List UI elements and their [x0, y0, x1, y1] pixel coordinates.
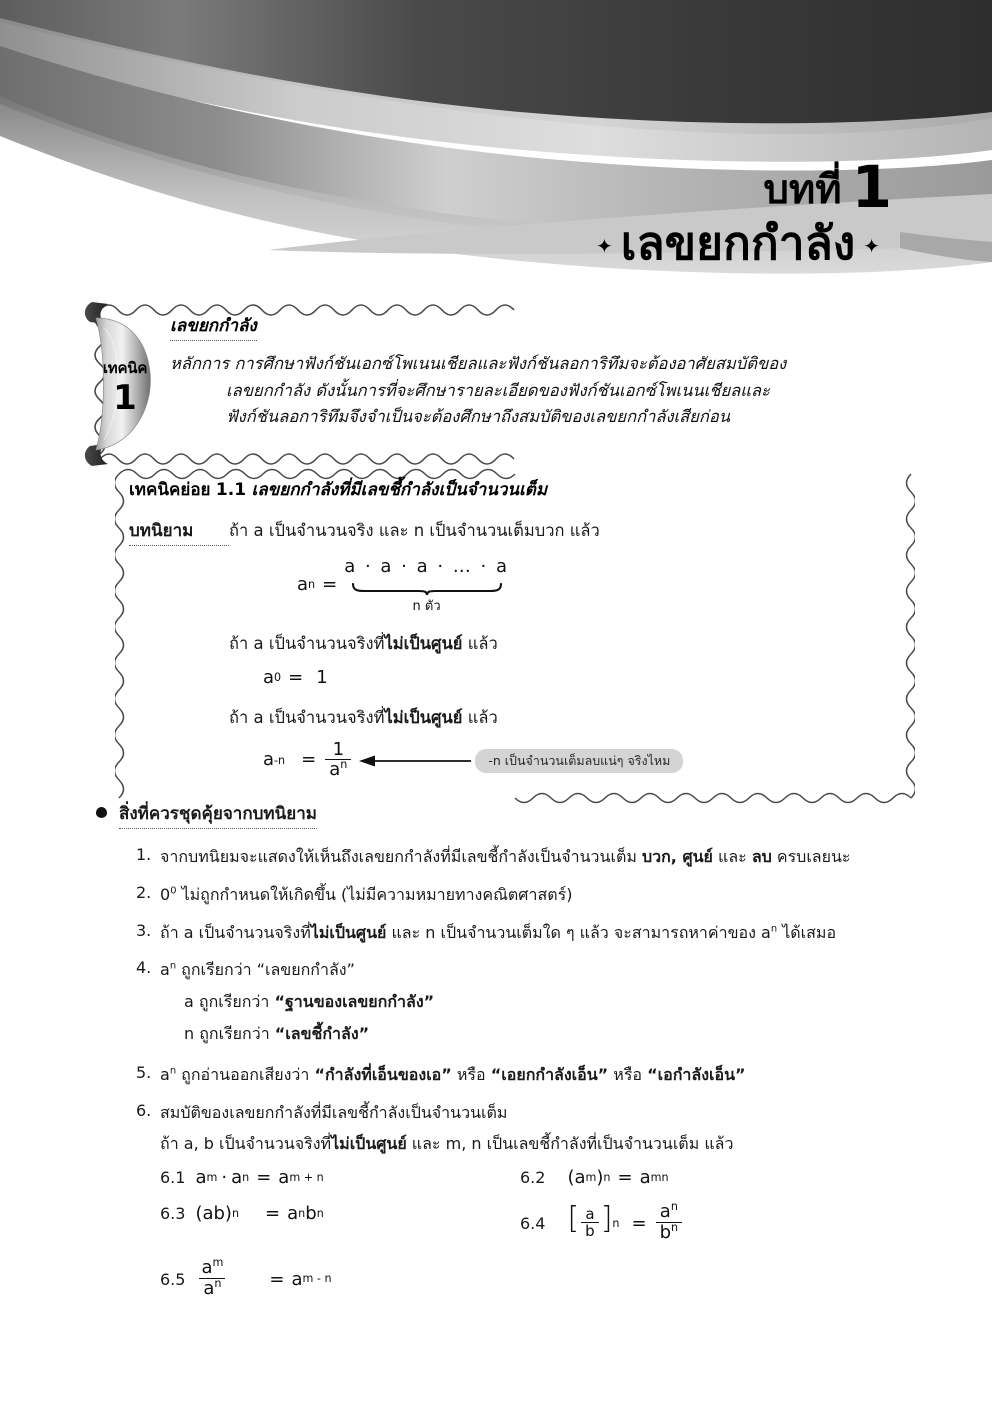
underbrace-icon: [351, 583, 503, 596]
f64-den-b: b: [581, 1222, 599, 1240]
case3-equals: =: [301, 749, 317, 771]
formula-expression: (ab) n = a n b n: [195, 1203, 324, 1225]
note3-math-base: a: [761, 922, 771, 942]
definition-case2-condition: [229, 630, 683, 658]
case3-fraction: [325, 738, 351, 782]
definition-bottom-wave: [515, 794, 911, 803]
f62-close-paren: ): [596, 1167, 604, 1189]
f65-num-m: m: [212, 1255, 224, 1269]
list-item: [96, 921, 976, 946]
f61-equals: =: [256, 1167, 272, 1189]
note4-line2-pre: a ถูกเรียกว่า: [184, 992, 275, 1012]
definition-case1-condition: ถ้า a เป็นจำนวนจริง และ n เป็นจำนวนเต็มบวก แล้ว: [229, 521, 600, 540]
chapter-number: 1: [851, 153, 892, 221]
formula-tag: 6.5: [160, 1269, 186, 1289]
note4-line1: [160, 960, 355, 979]
case3-cond-pre: ถ้า a เป็นจำนวนจริงที่: [229, 708, 385, 728]
formula-tag: 6.1: [160, 1168, 186, 1188]
technique-paragraph-line-3: ฟังก์ชันลอการิทึมจึงจำเป็นจะต้องศึกษาถึงสมบัติของเลขยกกำลังเสียก่อน: [226, 407, 731, 427]
formula-expression: [ $\frac{a}{b}$ ] n = $\frac{a^n}{b^n}$: [567, 1203, 684, 1244]
f64-result-fraction: [656, 1200, 683, 1244]
technique-paragraph: [170, 351, 910, 431]
f63-ab: (ab): [195, 1203, 232, 1225]
note-text: สมบัติของเลขยกกำลังที่มีเลขชี้กำลังเป็นจำนวนเต็ม: [160, 1102, 508, 1122]
formula-6-1: [160, 1167, 520, 1188]
note2-base: 0: [160, 884, 171, 904]
f64-result-den: [656, 1222, 683, 1244]
definition-sub-number: 1.1: [215, 480, 247, 500]
formula-expression: $\frac{a^m}{a^n}$ = a m - n: [195, 1259, 331, 1300]
note4-exponent: n: [169, 961, 177, 973]
f63-b: b: [305, 1203, 317, 1225]
note5-base: a: [160, 1064, 170, 1084]
f61-a3: a: [278, 1167, 290, 1189]
definition-body: [229, 517, 683, 781]
formula-6-2: [520, 1167, 669, 1188]
note-text: [160, 845, 851, 870]
diamond-right-icon: ✦: [863, 234, 880, 258]
note6-sub-bold: ไม่เป็นศูนย์: [331, 1134, 407, 1154]
case3-base: a: [263, 749, 275, 771]
note3-post: ได้เสมอ: [777, 922, 837, 942]
note5-bold-1: “กำลังที่เอ็นของเอ”: [314, 1064, 452, 1084]
page-title: [0, 153, 992, 270]
case1-equals: =: [322, 573, 338, 595]
f62-equals: =: [617, 1167, 633, 1189]
technique-callout-box: [88, 296, 918, 466]
formula-tag: 6.2: [520, 1168, 546, 1188]
case2-cond-bold: ไม่เป็นศูนย์: [384, 633, 463, 653]
f65-num: [197, 1255, 227, 1278]
formula-tag: 6.4: [520, 1214, 546, 1234]
list-item: [96, 1063, 976, 1088]
definition-content: [129, 476, 903, 781]
chapter-label-row: [0, 153, 892, 221]
list-item: [96, 958, 976, 1046]
definition-left-wave: [115, 474, 124, 798]
f65-den: [199, 1278, 225, 1300]
note-text: [160, 958, 434, 1046]
case1-underbrace-group: [344, 553, 509, 618]
f65-equals: =: [269, 1268, 285, 1290]
note5-bold-3: “เอกำลังเอ็น”: [647, 1064, 746, 1084]
note1-post: ครบเลยนะ: [771, 847, 851, 866]
case2-value: 1: [316, 666, 328, 688]
definition-box: [115, 466, 915, 806]
note4-base: a: [160, 960, 170, 980]
note2-exponent: 0: [170, 885, 177, 897]
definition-case2-equation: a 0 = 1: [263, 664, 683, 693]
chapter-title-row: [0, 216, 892, 270]
f61-a1: a: [195, 1167, 207, 1189]
formula-grid: [96, 1167, 976, 1299]
list-item: [96, 883, 976, 908]
formula-row: [160, 1255, 976, 1300]
chapter-title: เลขยกกำลัง: [620, 216, 856, 270]
note5-mid-2: หรือ: [608, 1064, 648, 1084]
definition-sub-title: เลขยกกำลังที่มีเลขชี้กำลังเป็นจำนวนเต็ม: [251, 480, 548, 500]
note-text: [160, 1063, 746, 1088]
f61-dot: ·: [221, 1167, 228, 1189]
note-number: 3.: [136, 920, 152, 940]
note3-bold: ไม่เป็นศูนย์: [310, 922, 387, 942]
case3-den-exponent: n: [340, 758, 348, 772]
note4-line3-bold: “เลขชี้กำลัง”: [274, 1023, 370, 1043]
case3-frac-denominator: [325, 759, 351, 781]
definition-term: บทนิยาม: [129, 517, 229, 546]
case3-frac-numerator: 1: [332, 738, 345, 760]
note-number: 5.: [136, 1062, 152, 1082]
formula-tag: 6.3: [160, 1204, 186, 1224]
f63-a: a: [287, 1203, 299, 1225]
definition-callout-bubble: -n เป็นจำนวนเต็มลบแน่ๆ จริงไหม: [475, 749, 683, 774]
f62-a: a: [574, 1167, 586, 1189]
f64-close-bracket: ]: [600, 1200, 613, 1236]
note4-line2-bold: “ฐานของเลขยกกำลัง”: [274, 992, 435, 1012]
f65-den-n: n: [214, 1276, 222, 1290]
note3-pre: ถ้า a เป็นจำนวนจริงที่: [160, 922, 311, 942]
technique-badge-number: 1: [113, 378, 137, 418]
note4-line1-text: ถูกเรียกว่า “เลขยกกำลัง”: [176, 960, 355, 980]
definition-case3-equation: a -n = $\frac{1}{a^n}$ -n เป็นจำนวนเต็มลบแน่ๆ จริงไหม: [263, 741, 683, 782]
formula-row: [160, 1200, 976, 1244]
definition-main-row: [129, 517, 903, 781]
case2-cond-pre: ถ้า a เป็นจำนวนจริงที่: [229, 633, 385, 653]
f63-equals: =: [265, 1203, 281, 1225]
f64-open-bracket: [: [567, 1200, 580, 1236]
technique-principle-label: หลักการ: [170, 354, 230, 373]
list-item: [96, 1101, 976, 1126]
note1-mid: และ: [712, 847, 752, 866]
case3-den-base: a: [329, 759, 341, 781]
note-number: 4.: [136, 958, 152, 978]
technique-paragraph-line-2: เลขยกกำลัง ดังนั้นการที่จะศึกษารายละเอียดของฟังก์ชันเอกซ์โพเนนเชียลและ: [226, 380, 770, 400]
note4-line3: [160, 1022, 434, 1047]
case1-base: a: [297, 573, 309, 595]
diamond-left-icon: ✦: [595, 234, 613, 258]
note5-mid-1: หรือ: [451, 1064, 491, 1084]
f64-res-n2: n: [671, 1221, 679, 1235]
note1-pre: จากบทนิยมจะแสดงให้เห็นถึงเลขยกกำลังที่มีเลขชี้กำลังเป็นจำนวนเต็ม: [160, 847, 642, 866]
technique-content: [170, 312, 910, 431]
case2-base: a: [263, 666, 275, 688]
note3-mid: และ n เป็นจำนวนเต็มใด ๆ แล้ว จะสามารถหาค่าของ: [386, 922, 762, 942]
f64-inner-fraction: [581, 1204, 599, 1241]
note1-bold-1: บวก, ศูนย์: [641, 847, 713, 866]
f64-res-b: b: [659, 1222, 672, 1244]
case3-cond-bold: ไม่เป็นศูนย์: [384, 708, 463, 728]
note6-subtext: [96, 1132, 976, 1157]
list-item: [96, 845, 976, 870]
definition-sub-label: เทคนิคย่อย: [129, 480, 211, 500]
note6-sub-pre: ถ้า a, b เป็นจำนวนจริงที่: [160, 1134, 332, 1154]
formula-6-3: [160, 1203, 520, 1224]
note3-math-exponent: n: [770, 923, 778, 935]
formula-6-4: [520, 1200, 684, 1244]
technique-heading: เลขยกกำลัง: [170, 312, 257, 341]
formula-6-5: [160, 1255, 520, 1300]
f64-result-num: [656, 1200, 682, 1223]
case1-product: a · a · a · … · a: [344, 556, 509, 578]
f65-num-a: a: [201, 1256, 213, 1278]
note-text: [160, 921, 836, 946]
f64-bracketed-fraction: [567, 1200, 613, 1241]
case2-cond-post: แล้ว: [462, 633, 498, 653]
definition-right-wave: [907, 474, 916, 798]
note-number: 2.: [136, 882, 152, 902]
note-number: 1.: [136, 845, 152, 864]
f62-a2: a: [639, 1167, 651, 1189]
note5-bold-2: “เอยกกำลังเอ็น”: [490, 1064, 609, 1084]
f64-res-a: a: [659, 1201, 671, 1223]
notes-section: [96, 800, 976, 1315]
f61-a2: a: [231, 1167, 243, 1189]
note-text: [160, 883, 572, 908]
chapter-label: บทที่: [763, 167, 842, 213]
diamond-bullet-icon: [96, 807, 107, 818]
f65-den-a: a: [203, 1277, 215, 1299]
pointer-arrow-icon: [357, 754, 473, 768]
formula-expression: ( a m ) n = a mn: [567, 1167, 669, 1189]
note2-text: ไม่ถูกกำหนดให้เกิดขึ้น (ไม่มีความหมายทางคณิตศาสตร์): [176, 884, 573, 904]
technique-badge-word: เทคนิค: [102, 359, 148, 377]
case3-cond-post: แล้ว: [462, 708, 498, 728]
note5-exponent: n: [169, 1065, 177, 1077]
formula-row: [160, 1167, 976, 1188]
note4-line3-pre: n ถูกเรียกว่า: [184, 1023, 275, 1043]
case1-brace-caption: n ตัว: [412, 598, 441, 614]
f64-num-a: a: [585, 1204, 595, 1223]
note1-bold-2: ลบ: [751, 847, 772, 866]
notes-title: สิ่งที่ควรชุดคุ้ยจากบทนิยาม: [119, 800, 317, 829]
note5-pre: ถูกอ่านออกเสียงว่า: [176, 1064, 315, 1084]
definition-case3-condition: [229, 704, 683, 732]
f64-res-n: n: [670, 1200, 678, 1214]
note-number: 6.: [136, 1100, 152, 1120]
note4-line2: [160, 990, 434, 1015]
f64-equals: =: [631, 1213, 647, 1235]
definition-case1-equation: a n = a · a · a · … · a n ตัว: [297, 553, 683, 618]
case2-equals: =: [288, 666, 304, 688]
technique-ribbon-badge: [82, 294, 168, 474]
f62-open-paren: (: [567, 1167, 575, 1189]
formula-expression: a m · a n = a m + n: [195, 1167, 324, 1189]
definition-subtitle: [129, 476, 903, 503]
note6-sub-post: และ m, n เป็นเลขชี้กำลังที่เป็นจำนวนเต็ม แล้ว: [406, 1134, 734, 1154]
f65-result-a: a: [291, 1268, 303, 1290]
technique-paragraph-line-1: การศึกษาฟังก์ชันเอกซ์โพเนนเชียลและฟังก์ชันลอการิทึมจะต้องอาศัยสมบัติของ: [234, 354, 787, 373]
f65-left-fraction: [197, 1255, 227, 1300]
